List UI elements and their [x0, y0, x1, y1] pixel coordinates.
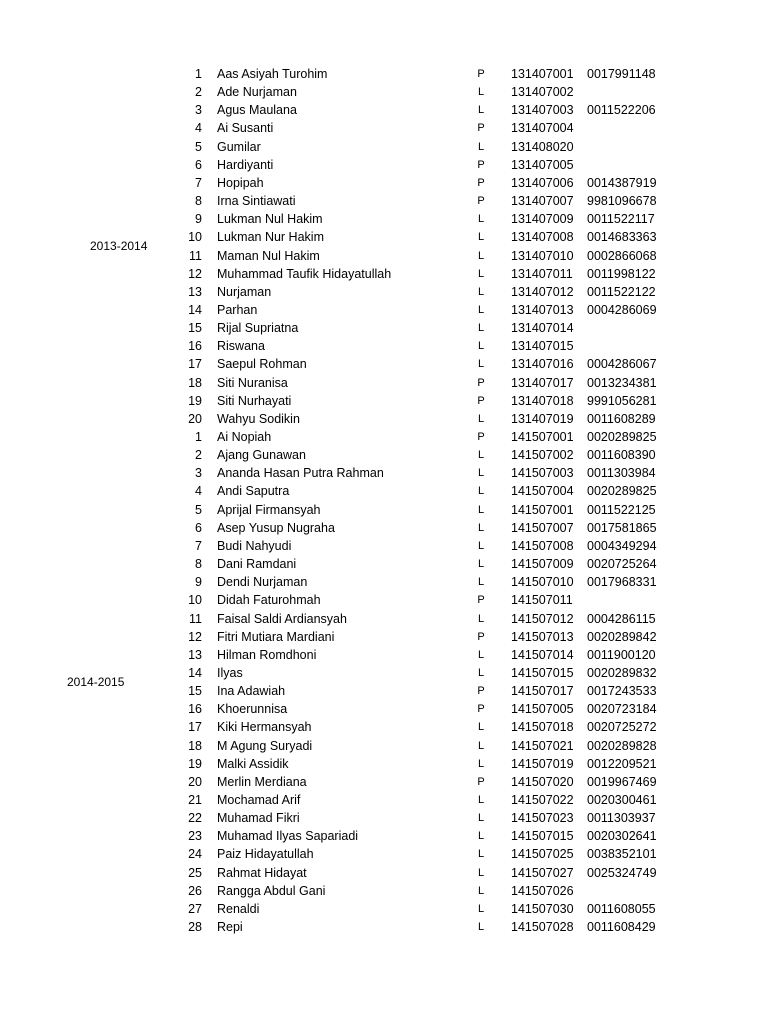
student-gender: L [477, 231, 485, 244]
student-row [0, 355, 768, 373]
student-name: Fitri Mutiara Mardiani [217, 629, 335, 644]
student-nisn: 0011998122 [587, 266, 656, 281]
student-number: 14 [188, 302, 202, 317]
student-row [0, 718, 768, 736]
student-nisn: 0011608055 [587, 901, 656, 916]
student-gender: L [477, 340, 485, 353]
student-number: 3 [195, 466, 202, 481]
student-number: 4 [195, 121, 202, 136]
student-number: 19 [188, 756, 202, 771]
student-nisn: 0004349294 [587, 538, 657, 553]
student-number: 24 [188, 847, 202, 862]
student-number: 7 [195, 175, 202, 190]
student-number: 1 [195, 430, 202, 444]
student-number: 16 [188, 702, 202, 717]
student-row [0, 301, 768, 319]
student-gender: P [477, 775, 485, 788]
student-nisn: 9981096678 [587, 194, 657, 209]
student-gender: L [477, 285, 485, 298]
student-nis: 131407011 [511, 266, 573, 281]
student-number: 19 [188, 393, 202, 408]
student-name: Maman Nul Hakim [217, 248, 320, 263]
student-nis: 141507025 [511, 847, 574, 862]
student-row [0, 319, 768, 337]
student-name: Ananda Hasan Putra Rahman [217, 466, 384, 481]
student-name: Ajang Gunawan [217, 448, 306, 463]
student-row [0, 192, 768, 210]
student-row [0, 737, 768, 755]
student-nis: 141507008 [511, 538, 574, 553]
student-name: Hopipah [217, 175, 264, 190]
student-row [0, 265, 768, 283]
student-gender: L [477, 213, 485, 226]
student-nisn: 0020289842 [587, 629, 657, 644]
student-nisn: 0017581865 [587, 520, 657, 535]
student-nis: 141507030 [511, 901, 574, 916]
student-nisn: 0004286115 [587, 611, 656, 626]
student-gender: L [477, 412, 485, 425]
student-nis: 131407016 [511, 357, 574, 372]
student-gender: L [477, 267, 485, 280]
student-nis: 141507002 [511, 448, 574, 463]
student-gender: L [477, 812, 485, 825]
student-name: Irna Sintiawati [217, 194, 296, 209]
student-gender: L [477, 884, 485, 897]
student-nisn: 0020300461 [587, 793, 657, 807]
year-label: 2014-2015 [67, 675, 125, 690]
student-name: Faisal Saldi Ardiansyah [217, 611, 347, 626]
student-gender: L [477, 539, 485, 552]
student-row [0, 864, 768, 882]
student-nis: 141507026 [511, 883, 574, 898]
student-name: Ilyas [217, 665, 243, 680]
student-row [0, 501, 768, 519]
student-name: Asep Yusup Nugraha [217, 520, 335, 535]
student-gender: P [477, 594, 485, 607]
student-nis: 141507011 [511, 593, 573, 608]
student-gender: L [477, 140, 485, 153]
student-nisn: 0004286067 [587, 357, 657, 372]
student-nisn: 0017243533 [587, 684, 657, 699]
student-row [0, 827, 768, 845]
student-gender: L [477, 648, 485, 661]
student-number: 20 [188, 411, 202, 426]
student-nis: 131407007 [511, 194, 574, 209]
student-nis: 131407002 [511, 85, 574, 100]
student-gender: L [477, 721, 485, 734]
student-gender: P [477, 394, 485, 407]
student-nisn: 0020723184 [587, 702, 657, 717]
student-nisn: 0012209521 [587, 756, 657, 771]
student-number: 28 [188, 920, 202, 935]
student-gender: L [477, 794, 485, 806]
student-name: Muhammad Taufik Hidayatullah [217, 266, 392, 281]
student-number: 2 [195, 85, 202, 100]
student-nis: 141507012 [511, 611, 574, 626]
student-name: Ina Adawiah [217, 684, 286, 699]
student-gender: L [477, 503, 485, 516]
student-nisn: 0017968331 [587, 575, 657, 590]
student-nis: 141507015 [511, 665, 574, 680]
student-number: 17 [188, 720, 202, 735]
student-nis: 131407017 [511, 375, 574, 390]
student-name: Parhan [217, 302, 258, 317]
student-name: Ai Nopiah [217, 430, 272, 444]
student-nis: 131407010 [511, 248, 574, 263]
student-number: 25 [188, 865, 202, 880]
student-gender: L [477, 612, 485, 625]
student-nis: 131407015 [511, 339, 574, 354]
student-gender: P [477, 431, 485, 443]
student-nis: 141507014 [511, 647, 574, 662]
student-row [0, 283, 768, 301]
student-number: 22 [188, 811, 202, 826]
student-nisn: 0011608289 [587, 411, 656, 426]
student-nis: 141507023 [511, 811, 574, 826]
student-gender: P [477, 630, 485, 643]
student-name: Rahmat Hidayat [217, 865, 307, 880]
student-nis: 131407019 [511, 411, 574, 426]
student-gender: L [477, 303, 485, 316]
student-nis: 141507003 [511, 466, 574, 481]
student-nis: 141507027 [511, 865, 574, 880]
student-row [0, 210, 768, 228]
student-name: Budi Nahyudi [217, 538, 292, 553]
student-row [0, 65, 768, 83]
student-row [0, 228, 768, 246]
student-nis: 131408020 [511, 139, 574, 154]
student-nis: 141507018 [511, 720, 574, 735]
student-row [0, 410, 768, 428]
student-number: 23 [188, 829, 202, 844]
student-nis: 131407005 [511, 157, 574, 172]
student-number: 18 [188, 375, 202, 390]
student-nisn: 0011303937 [587, 811, 656, 826]
student-nis: 141507010 [511, 575, 574, 590]
student-row [0, 791, 768, 809]
student-nis: 141507021 [511, 738, 574, 753]
student-gender: L [477, 558, 485, 571]
student-nis: 141507001 [511, 430, 574, 444]
student-name: Siti Nuranisa [217, 375, 288, 390]
student-gender: L [477, 521, 485, 534]
student-name: Renaldi [217, 901, 260, 916]
student-number: 3 [195, 103, 202, 118]
student-name: Merlin Merdiana [217, 774, 307, 789]
student-row [0, 83, 768, 101]
student-gender: L [477, 485, 485, 498]
student-nisn: 0019967469 [587, 774, 657, 789]
student-nisn: 0011522125 [587, 502, 656, 517]
student-nisn: 0011608429 [587, 920, 656, 935]
student-number: 2 [195, 448, 202, 463]
student-gender: P [477, 195, 485, 208]
student-nisn: 0011522122 [587, 284, 656, 299]
student-row [0, 138, 768, 156]
student-gender: L [477, 848, 485, 861]
student-nis: 141507007 [511, 520, 574, 535]
student-row [0, 101, 768, 119]
student-row [0, 900, 768, 918]
student-nisn: 0025324749 [587, 865, 657, 880]
student-nis: 131407008 [511, 230, 574, 245]
student-nis: 141507013 [511, 629, 574, 644]
student-nis: 131407004 [511, 121, 574, 136]
student-gender: P [477, 68, 485, 80]
student-number: 5 [195, 139, 202, 154]
student-name: Paiz Hidayatullah [217, 847, 314, 862]
student-row [0, 882, 768, 900]
student-nisn: 0020302641 [587, 829, 657, 844]
student-name: Siti Nurhayati [217, 393, 292, 408]
student-row [0, 519, 768, 537]
student-row [0, 446, 768, 464]
student-number: 8 [195, 194, 202, 209]
student-nisn: 0013234381 [587, 375, 657, 390]
student-number: 13 [188, 647, 202, 662]
student-number: 18 [188, 738, 202, 753]
student-number: 7 [195, 538, 202, 553]
student-gender: L [477, 449, 485, 462]
student-nis: 141507020 [511, 774, 574, 789]
student-row [0, 610, 768, 628]
student-name: Ade Nurjaman [217, 85, 297, 100]
student-nis: 131407014 [511, 321, 574, 336]
student-row [0, 174, 768, 192]
student-number: 8 [195, 557, 202, 572]
student-nis: 131407012 [511, 284, 574, 299]
student-gender: L [477, 322, 485, 335]
student-name: Rijal Supriatna [217, 321, 299, 336]
student-name: Muhamad Ilyas Sapariadi [217, 829, 359, 844]
student-name: Khoerunnisa [217, 702, 288, 717]
student-gender: L [477, 104, 485, 117]
student-nis: 131407013 [511, 302, 574, 317]
student-nisn: 0004286069 [587, 302, 657, 317]
student-nis: 141507001 [511, 502, 574, 517]
student-number: 27 [188, 901, 202, 916]
student-nis: 141507015 [511, 829, 574, 844]
student-number: 21 [188, 793, 202, 807]
student-nisn: 0014387919 [587, 175, 657, 190]
student-gender: L [477, 921, 485, 934]
student-row [0, 374, 768, 392]
student-nisn: 0020289828 [587, 738, 657, 753]
student-row [0, 537, 768, 555]
student-gender: L [477, 86, 485, 99]
student-nis: 131407009 [511, 212, 574, 227]
student-row [0, 918, 768, 936]
student-name: M Agung Suryadi [217, 738, 313, 753]
student-nis: 141507005 [511, 702, 574, 717]
student-gender: L [477, 830, 485, 843]
student-nis: 141507022 [511, 793, 574, 807]
student-number: 6 [195, 157, 202, 172]
student-name: Rangga Abdul Gani [217, 883, 326, 898]
student-name: Nurjaman [217, 284, 272, 299]
year-label: 2013-2014 [90, 239, 148, 254]
student-gender: P [477, 685, 485, 698]
student-name: Didah Faturohmah [217, 593, 321, 608]
student-name: Repi [217, 920, 243, 935]
student-gender: L [477, 467, 485, 480]
student-row [0, 464, 768, 482]
student-nis: 141507028 [511, 920, 574, 935]
student-row [0, 119, 768, 137]
student-nisn: 0011608390 [587, 448, 656, 463]
student-nis: 141507004 [511, 484, 574, 499]
student-number: 13 [188, 284, 202, 299]
student-row [0, 573, 768, 591]
student-gender: P [477, 176, 485, 189]
student-nis: 131407018 [511, 393, 574, 408]
student-number: 12 [188, 266, 202, 281]
student-name: Dani Ramdani [217, 557, 297, 572]
student-nisn: 0038352101 [587, 847, 657, 862]
student-name: Wahyu Sodikin [217, 411, 300, 426]
student-row [0, 845, 768, 863]
student-number: 20 [188, 774, 202, 789]
student-row [0, 156, 768, 174]
student-number: 9 [195, 212, 202, 227]
student-number: 17 [188, 357, 202, 372]
student-nis: 141507009 [511, 557, 574, 572]
student-number: 15 [188, 684, 202, 699]
student-number: 4 [195, 484, 202, 499]
student-row [0, 555, 768, 573]
student-number: 12 [188, 629, 202, 644]
student-gender: P [477, 703, 485, 716]
student-number: 11 [189, 248, 202, 263]
student-nisn: 0011522206 [587, 103, 656, 118]
student-nisn: 0020289832 [587, 665, 657, 680]
student-name: Malki Assidik [217, 756, 289, 771]
student-row [0, 682, 768, 700]
student-row [0, 809, 768, 827]
student-gender: L [477, 739, 485, 752]
student-number: 15 [188, 321, 202, 336]
student-nis: 131407003 [511, 103, 574, 118]
student-number: 5 [195, 502, 202, 517]
student-name: Agus Maulana [217, 103, 297, 118]
student-nisn: 0014683363 [587, 230, 657, 245]
student-row [0, 247, 768, 265]
student-nisn: 9991056281 [587, 393, 657, 408]
student-nisn: 0002866068 [587, 248, 657, 263]
student-row [0, 392, 768, 410]
student-name: Lukman Nul Hakim [217, 212, 323, 227]
student-name: Dendi Nurjaman [217, 575, 308, 590]
student-row [0, 700, 768, 718]
student-name: Saepul Rohman [217, 357, 307, 372]
student-nis: 131407001 [511, 67, 574, 81]
student-nisn: 0011303984 [587, 466, 656, 481]
student-name: Aas Asiyah Turohim [217, 67, 328, 81]
student-nis: 131407006 [511, 175, 574, 190]
student-nisn: 0020725272 [587, 720, 657, 735]
student-nis: 141507017 [511, 684, 574, 699]
student-gender: P [477, 158, 485, 171]
student-nisn: 0017991148 [587, 67, 656, 81]
student-row [0, 646, 768, 664]
student-number: 10 [188, 593, 202, 608]
student-gender: L [477, 902, 485, 915]
student-gender: P [477, 122, 485, 135]
student-name: Riswana [217, 339, 265, 354]
student-name: Kiki Hermansyah [217, 720, 312, 735]
student-nisn: 0020289825 [587, 484, 657, 499]
student-name: Hardiyanti [217, 157, 274, 172]
student-name: Gumilar [217, 139, 261, 154]
student-row [0, 773, 768, 791]
student-number: 1 [195, 67, 202, 81]
student-number: 6 [195, 520, 202, 535]
student-row [0, 628, 768, 646]
student-row [0, 755, 768, 773]
student-row [0, 428, 768, 446]
student-name: Ai Susanti [217, 121, 274, 136]
student-gender: P [477, 376, 485, 389]
student-row [0, 591, 768, 609]
student-nisn: 0020289825 [587, 430, 657, 444]
student-gender: L [477, 757, 485, 770]
student-gender: L [477, 358, 485, 371]
student-row [0, 337, 768, 355]
student-gender: L [477, 866, 485, 879]
student-name: Mochamad Arif [217, 793, 301, 807]
student-gender: L [477, 576, 485, 589]
student-number: 16 [188, 339, 202, 354]
student-name: Muhamad Fikri [217, 811, 300, 826]
student-row [0, 482, 768, 500]
student-name: Hilman Romdhoni [217, 647, 317, 662]
student-nisn: 0011522117 [587, 212, 655, 227]
student-number: 11 [189, 611, 202, 626]
student-number: 9 [195, 575, 202, 590]
student-row [0, 664, 768, 682]
student-name: Lukman Nur Hakim [217, 230, 324, 245]
student-gender: L [477, 666, 485, 679]
student-nisn: 0020725264 [587, 557, 657, 572]
student-number: 26 [188, 883, 202, 898]
student-number: 10 [188, 230, 202, 245]
student-nis: 141507019 [511, 756, 574, 771]
student-name: Andi Saputra [217, 484, 290, 499]
student-name: Aprijal Firmansyah [217, 502, 321, 517]
student-nisn: 0011900120 [587, 647, 656, 662]
student-number: 14 [188, 665, 202, 680]
student-gender: L [477, 249, 485, 262]
